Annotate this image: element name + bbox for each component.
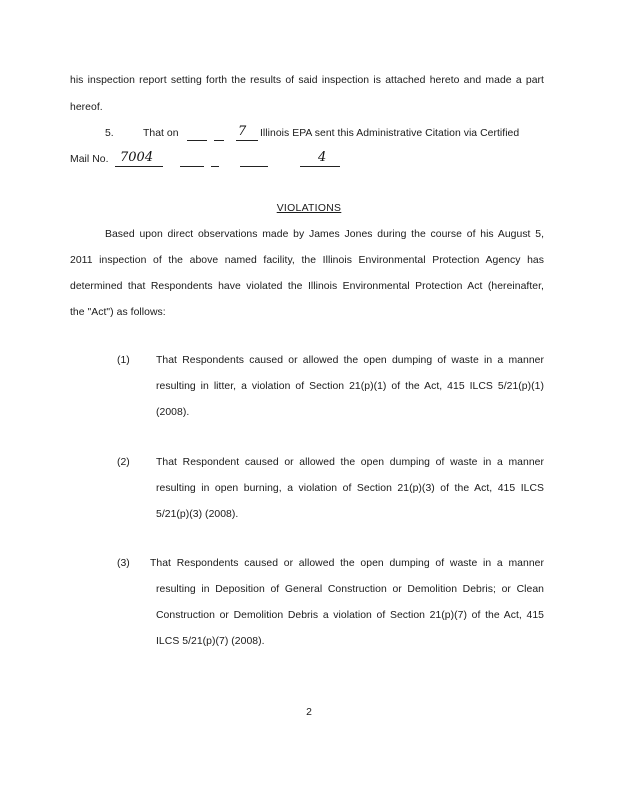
violations-intro-line-2: 2011 inspection of the above named facility, the Illinois Environmental Protection Agency has — [70, 255, 544, 266]
violations-heading: VIOLATIONS — [276, 203, 342, 214]
violation-1-number: (1) — [117, 355, 130, 366]
violation-2-line-2: resulting in open burning, a violation of Section 21(p)(3) of the Act, 415 ILCS — [156, 483, 544, 494]
violation-3-number: (3) — [117, 558, 130, 569]
page-number: 2 — [306, 707, 312, 718]
violation-3-line-3: Construction or Demolition Debris a violation of Section 21(p)(7) of the Act, 415 — [156, 610, 544, 621]
mail-blank-5 — [300, 166, 340, 167]
mail-blank-2 — [180, 166, 204, 167]
violation-2-line-1: That Respondent caused or allowed the open dumping of waste in a manner — [156, 457, 544, 468]
mail-blank-1 — [115, 166, 163, 167]
violation-2-number: (2) — [117, 457, 130, 468]
violation-1-line-2: resulting in litter, a violation of Section 21(p)(1) of the Act, 415 ILCS 5/21(p)(1) — [156, 381, 544, 392]
mail-blank-3 — [211, 166, 219, 167]
violations-intro-line-1: Based upon direct observations made by James Jones during the course of his August 5, — [105, 229, 544, 240]
handwritten-date-digit: 7 — [238, 124, 247, 139]
date-blank-3 — [236, 140, 258, 141]
paragraph-5-text-a: That on — [143, 128, 179, 139]
violation-1-line-3: (2008). — [156, 407, 190, 418]
handwritten-mail-number-1: 7004 — [120, 150, 154, 165]
paragraph-5-text-b: Illinois EPA sent this Administrative Citation via Certified — [260, 128, 520, 139]
handwritten-mail-number-2: 4 — [318, 150, 327, 165]
violation-3-line-4: ILCS 5/21(p)(7) (2008). — [156, 636, 265, 647]
intro-line-2: hereof. — [70, 102, 103, 113]
violation-1-line-1: That Respondents caused or allowed the open dumping of waste in a manner — [156, 355, 544, 366]
violations-intro-line-3: determined that Respondents have violated the Illinois Environmental Protection Act (hereinafter, — [70, 281, 544, 292]
violation-3-line-1: That Respondents caused or allowed the open dumping of waste in a manner — [150, 558, 544, 569]
violation-3-line-2: resulting in Deposition of General Construction or Demolition Debris; or Clean — [156, 584, 544, 595]
violations-intro-line-4: the "Act") as follows: — [70, 307, 166, 318]
date-blank-2 — [214, 140, 224, 141]
date-blank-1 — [187, 140, 207, 141]
intro-line-1: his inspection report setting forth the results of said inspection is attached hereto and made a part — [70, 75, 544, 86]
mail-label: Mail No. — [70, 154, 109, 165]
mail-blank-4 — [240, 166, 268, 167]
paragraph-5-number: 5. — [105, 128, 114, 139]
violation-2-line-3: 5/21(p)(3) (2008). — [156, 509, 239, 520]
